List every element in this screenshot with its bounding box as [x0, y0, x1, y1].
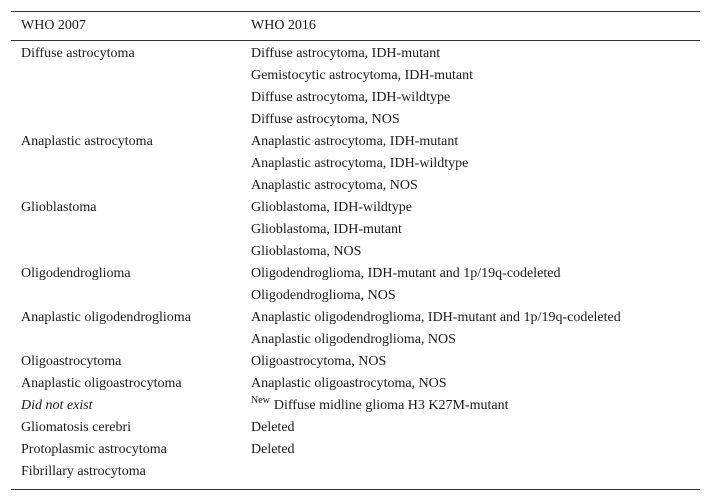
- table-row: [11, 461, 700, 483]
- cell-who-2007: Anaplastic oligoastrocytoma: [21, 376, 182, 391]
- cell-who-2016: Glioblastoma, IDH-mutant: [251, 222, 402, 237]
- table-body: [11, 43, 700, 483]
- table-row: [11, 263, 700, 285]
- cell-who-2016: Anaplastic astrocytoma, IDH-mutant: [251, 134, 459, 149]
- new-marker: New: [251, 395, 270, 406]
- table-row: [11, 131, 700, 153]
- cell-who-2007: Fibrillary astrocytoma: [21, 464, 146, 479]
- table-row: [11, 43, 700, 65]
- cell-who-2016: Glioblastoma, IDH-wildtype: [251, 200, 412, 215]
- cell-who-2016: Oligodendroglioma, NOS: [251, 288, 396, 303]
- table-row: [11, 109, 700, 131]
- cell-who-2016: Anaplastic oligoastrocytoma, NOS: [251, 376, 447, 391]
- table-row: [11, 285, 700, 307]
- table-row: [11, 87, 700, 109]
- table-row: [11, 373, 700, 395]
- table-row: [11, 329, 700, 351]
- cell-who-2016: Anaplastic oligodendroglioma, NOS: [251, 332, 456, 347]
- cell-who-2016: Oligoastrocytoma, NOS: [251, 354, 387, 369]
- cell-who-2007: Glioblastoma: [21, 200, 97, 215]
- header-who-2016: WHO 2016: [251, 18, 316, 33]
- cell-who-2016-text: Diffuse midline glioma H3 K27M-mutant: [273, 398, 509, 413]
- cell-who-2016: Oligodendroglioma, IDH-mutant and 1p/19q-codeleted: [251, 266, 561, 281]
- cell-who-2007: Anaplastic astrocytoma: [21, 134, 153, 149]
- table-row: [11, 395, 700, 417]
- cell-who-2016: Anaplastic astrocytoma, NOS: [251, 178, 418, 193]
- table-bottom-rule: [11, 489, 700, 490]
- cell-who-2007: Gliomatosis cerebri: [21, 420, 132, 435]
- table-row: [11, 175, 700, 197]
- cell-who-2007: Oligoastrocytoma: [21, 354, 122, 369]
- table-row: [11, 153, 700, 175]
- table-header-rule: [11, 40, 700, 41]
- cell-who-2016: Anaplastic astrocytoma, IDH-wildtype: [251, 156, 469, 171]
- cell-who-2007: Oligodendroglioma: [21, 266, 131, 281]
- table-row: [11, 417, 700, 439]
- cell-who-2016: Anaplastic oligodendroglioma, IDH-mutant and 1p/19q-codeleted: [251, 310, 621, 325]
- cell-who-2016: Diffuse astrocytoma, IDH-wildtype: [251, 90, 451, 105]
- table-header-row: [11, 12, 700, 40]
- table-row: [11, 351, 700, 373]
- cell-who-2007: Anaplastic oligodendroglioma: [21, 310, 191, 325]
- table-row: [11, 241, 700, 263]
- table-row: [11, 197, 700, 219]
- table-row: [11, 307, 700, 329]
- cell-who-2016: Diffuse astrocytoma, IDH-mutant: [251, 46, 441, 61]
- cell-who-2016: Diffuse astrocytoma, NOS: [251, 112, 400, 127]
- cell-who-2016: Deleted: [251, 420, 295, 435]
- classification-table: [11, 11, 700, 490]
- cell-who-2016: Glioblastoma, NOS: [251, 244, 362, 259]
- table-row: [11, 65, 700, 87]
- header-who-2007: WHO 2007: [21, 18, 86, 33]
- table-row: [11, 219, 700, 241]
- cell-who-2016: [251, 395, 509, 417]
- cell-who-2016: Deleted: [251, 442, 295, 457]
- table-row: [11, 439, 700, 461]
- cell-who-2007: Protoplasmic astrocytoma: [21, 442, 167, 457]
- cell-who-2007: Did not exist: [21, 398, 93, 413]
- cell-who-2007: Diffuse astrocytoma: [21, 46, 135, 61]
- cell-who-2016: Gemistocytic astrocytoma, IDH-mutant: [251, 68, 473, 83]
